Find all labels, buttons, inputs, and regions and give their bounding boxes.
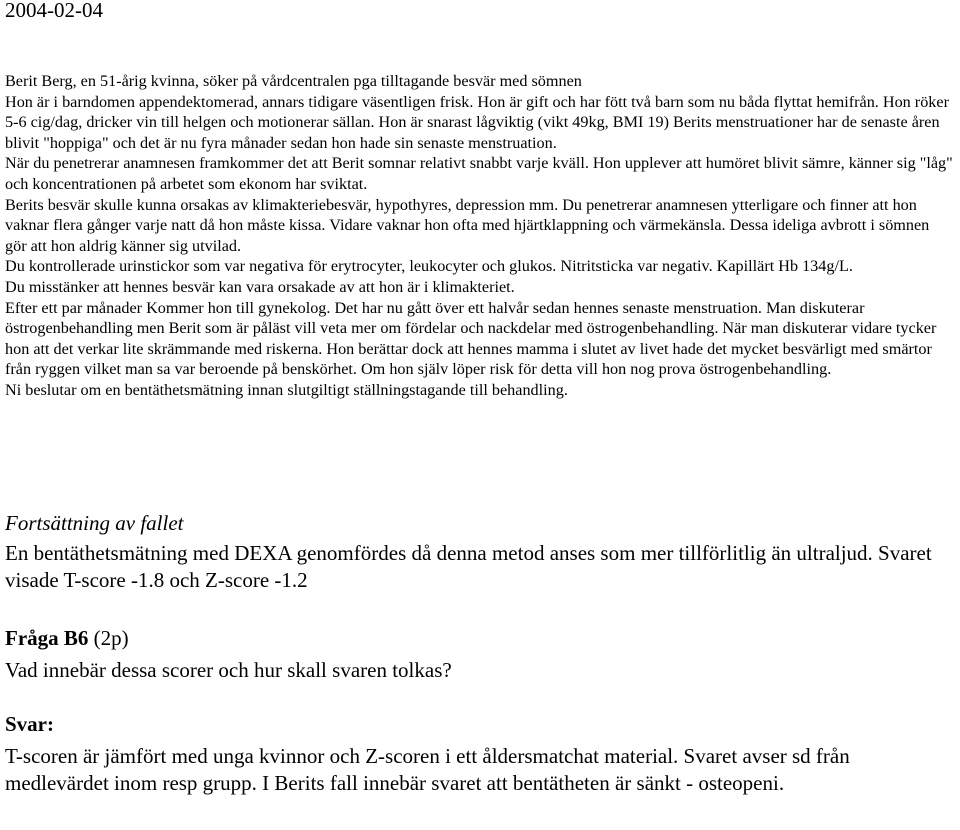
case-paragraph: Hon är i barndomen appendektomerad, annars tidigare väsentligen frisk. Hon är gift och har fött två barn som nu båda flyttat hemifrån. Hon röker 5-6 cig/dag, dricker vin till helgen och motionerar sällan. Hon är snarast lågviktig (vikt 49kg, BMI 19) Berits menstruationer har de senaste åren blivit "hoppiga" och det är nu fyra månader sedan hon hade sin senaste menstruation. — [5, 92, 949, 152]
case-description — [5, 71, 954, 401]
answer-text: T-scoren är jämfört med unga kvinnor och Z-scoren i ett åldersmatchat material. Svaret avser sd från medlevärdet inom resp grupp. I Berits fall innebär svaret att bentätheten är sänkt - osteopeni. — [5, 744, 850, 795]
case-paragraph: Berit Berg, en 51-årig kvinna, söker på vårdcentralen pga tilltagande besvär med sömnen — [5, 72, 582, 90]
continuation-heading: Fortsättning av fallet — [5, 511, 184, 535]
case-paragraph: Du kontrollerade urinstickor som var negativa för erytrocyter, leukocyter och glukos. Nitritsticka var negativ. Kapillärt Hb 134g/L. — [5, 257, 853, 276]
question-label: Fråga B6 — [5, 626, 89, 650]
answer-heading: Svar: — [5, 712, 54, 736]
document-date: 2004-02-04 — [5, 0, 103, 22]
continuation-text: En bentäthetsmätning med DEXA genomfördes då denna metod anses som mer tillförlitlig än ultraljud. Svaret visade T-score -1.8 och Z-score -1.2 — [5, 541, 932, 592]
question-points: (2p) — [93, 626, 129, 650]
question-text: Vad innebär dessa scorer och hur skall svaren tolkas? — [5, 658, 452, 682]
case-paragraph: Ni beslutar om en bentäthetsmätning innan slutgiltigt ställningstagande till behandling. — [5, 380, 568, 399]
case-paragraph: Efter ett par månader Kommer hon till gynekolog. Det har nu gått över ett halvår sedan hennes senaste menstruation. Man diskuterar östrogenbehandling men Berit som är påläst vill veta mer om fördelar och nackdelar med östrogenbehandling. När man diskuterar vidare tycker hon att det verkar lite skrämmande med riskerna. Hon berättar dock att hennes mamma i slutet av livet hade det mycket besvärligt med smärtor från ryggen vilket man sa var beroende på benskörhet. Om hon själv löper risk för detta vill hon nog prova östrogenbehandling. — [5, 298, 937, 379]
case-paragraph: När du penetrerar anamnesen framkommer det att Berit somnar relativt snabbt varje kväll. Hon upplever att humöret blivit sämre, känner sig "låg" och koncentrationen på arbetet som ekonom har sviktat. — [5, 154, 953, 193]
question-heading — [5, 625, 129, 652]
case-paragraph: Du misstänker att hennes besvär kan vara orsakade av att hon är i klimakteriet. — [5, 277, 515, 296]
case-paragraph: Berits besvär skulle kunna orsakas av klimakteriebesvär, hypothyres, depression mm. Du penetrerar anamnesen ytterligare och finner att hon vaknar flera gånger varje natt då hon måste kissa. Vidare vaknar hon ofta med hjärtklappning och värmekänsla. Dessa ideliga avbrott i sömnen gör att hon aldrig känner sig utvilad. — [5, 195, 930, 255]
